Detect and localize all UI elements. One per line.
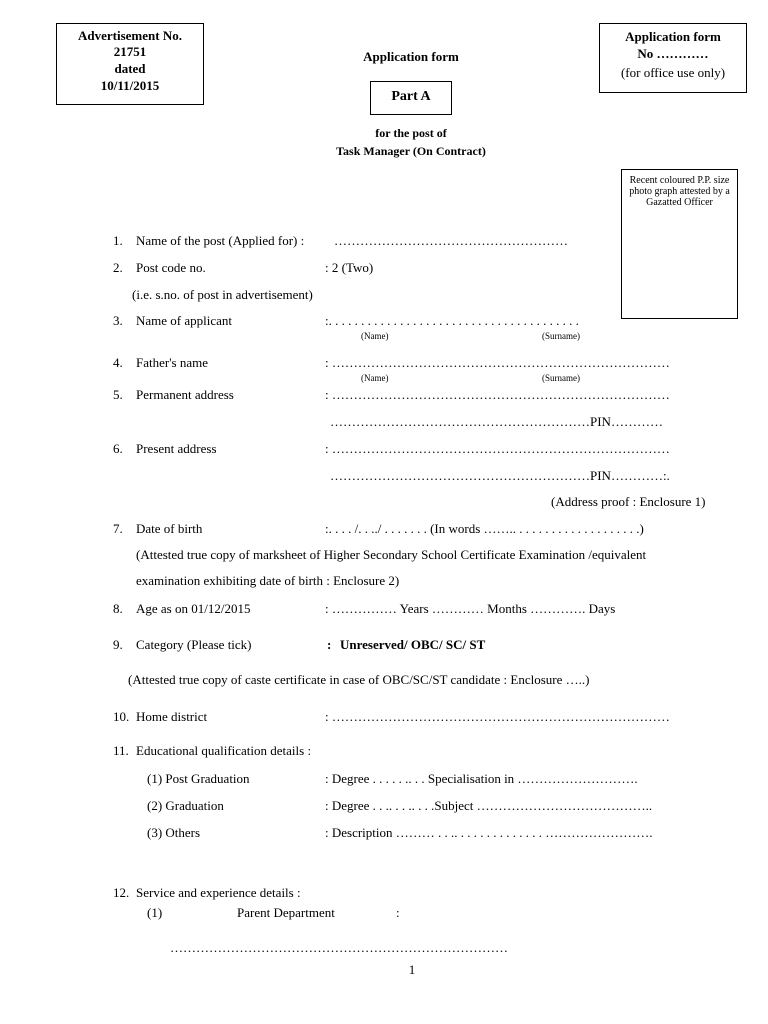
item-number: 3.	[113, 313, 123, 328]
father-surname-caption: (Surname)	[542, 373, 580, 383]
item-number: 2.	[113, 260, 123, 275]
item-number: 4.	[113, 355, 123, 370]
father-name-field[interactable]: : ……………………………………………………………………	[325, 355, 670, 370]
applicant-surname-caption: (Surname)	[542, 331, 580, 341]
dob-note-line2: examination exhibiting date of birth : Enclosure 2)	[136, 573, 400, 588]
applicant-name-field[interactable]: :. . . . . . . . . . . . . . . . . . . . . . . . . . . . . . . . . . . . . . .	[325, 313, 579, 328]
advertisement-label: Advertisement No.	[78, 28, 182, 43]
item-number: 5.	[113, 387, 123, 402]
post-graduation-field[interactable]: : Degree . . . . . .. . . Specialisation in ……………………….	[325, 771, 638, 786]
applicant-name-label: Name of applicant	[136, 313, 233, 328]
part-box	[370, 81, 452, 115]
permanent-address-field[interactable]: : ……………………………………………………………………	[325, 387, 670, 402]
photo-box[interactable]	[621, 169, 738, 319]
home-district-field[interactable]: : ……………………………………………………………………	[325, 709, 670, 724]
dob-field[interactable]: :. . . . /. . ../ . . . . . . . (In words …….. . . . . . . . . . . . . . . . . . . .)	[325, 521, 644, 536]
photo-instructions: Recent coloured P.P. size photo graph attested by a Gazatted Officer	[629, 175, 730, 208]
parent-department-number: (1)	[147, 905, 163, 920]
parent-department-field[interactable]: ……………………………………………………………………	[170, 940, 508, 955]
age-label: Age as on 01/12/2015	[136, 601, 251, 616]
post-title: Task Manager (On Contract)	[336, 144, 486, 158]
graduation-label: (2) Graduation	[147, 798, 224, 813]
father-name-label: Father's name	[136, 355, 209, 370]
permanent-address-pin-field[interactable]: ……………………………………………………PIN…………	[330, 414, 663, 429]
item-number: 12.	[113, 885, 130, 900]
post-code-note: (i.e. s.no. of post in advertisement)	[132, 287, 313, 302]
category-label: Category (Please tick)	[136, 637, 252, 652]
advertisement-date: 10/11/2015	[100, 78, 160, 93]
category-colon: :	[327, 637, 332, 652]
address-proof-note: (Address proof : Enclosure 1)	[551, 494, 706, 509]
page-title: Application form	[363, 49, 459, 64]
advertisement-dated-label: dated	[114, 61, 146, 76]
age-field[interactable]: : …………… Years ………… Months …………. Days	[325, 601, 616, 616]
permanent-address-label: Permanent address	[136, 387, 234, 402]
item-number: 10.	[113, 709, 130, 724]
caste-certificate-note: (Attested true copy of caste certificate in case of OBC/SC/ST candidate : Enclosure …..)	[128, 672, 590, 687]
item-number: 9.	[113, 637, 123, 652]
item-number: 8.	[113, 601, 123, 616]
item-number: 6.	[113, 441, 123, 456]
dob-note-line1: (Attested true copy of marksheet of Higher Secondary School Certificate Examination /equivalent	[136, 547, 647, 562]
present-address-pin-field[interactable]: ……………………………………………………PIN…………:.	[330, 468, 670, 483]
father-name-caption: (Name)	[361, 373, 389, 383]
present-address-label: Present address	[136, 441, 217, 456]
office-use-box	[599, 23, 747, 93]
for-the-post-of: for the post of	[375, 126, 447, 140]
education-label: Educational qualification details :	[136, 743, 312, 758]
advertisement-box	[56, 23, 204, 105]
item-number: 11.	[113, 743, 129, 758]
post-code-label: Post code no.	[136, 260, 206, 275]
advertisement-number: 21751	[113, 44, 147, 59]
office-use-note: (for office use only)	[620, 65, 726, 80]
page-number: 1	[408, 962, 416, 977]
service-experience-label: Service and experience details :	[136, 885, 301, 900]
item-number: 7.	[113, 521, 123, 536]
others-field[interactable]: : Description ……… . . .. . . . . . . . . . . . . . …………………….	[325, 825, 653, 840]
category-options[interactable]: Unreserved/ OBC/ SC/ ST	[340, 637, 486, 652]
office-application-number: No …………	[637, 46, 709, 61]
parent-department-colon: :	[396, 905, 400, 920]
dob-label: Date of birth	[136, 521, 203, 536]
item-number: 1.	[113, 233, 123, 248]
post-applied-field[interactable]: ………………………………………………	[334, 233, 568, 248]
applicant-name-caption: (Name)	[361, 331, 389, 341]
present-address-field[interactable]: : ……………………………………………………………………	[325, 441, 670, 456]
office-application-form-label: Application form	[625, 29, 721, 44]
post-code-value: : 2 (Two)	[325, 260, 374, 275]
post-applied-label: Name of the post (Applied for) :	[136, 233, 305, 248]
graduation-field[interactable]: : Degree . . .. . . .. . . .Subject …………………………………..	[325, 798, 653, 813]
post-graduation-label: (1) Post Graduation	[147, 771, 250, 786]
home-district-label: Home district	[136, 709, 208, 724]
parent-department-label: Parent Department	[237, 905, 335, 920]
part-label: Part A	[391, 89, 431, 104]
others-label: (3) Others	[147, 825, 201, 840]
